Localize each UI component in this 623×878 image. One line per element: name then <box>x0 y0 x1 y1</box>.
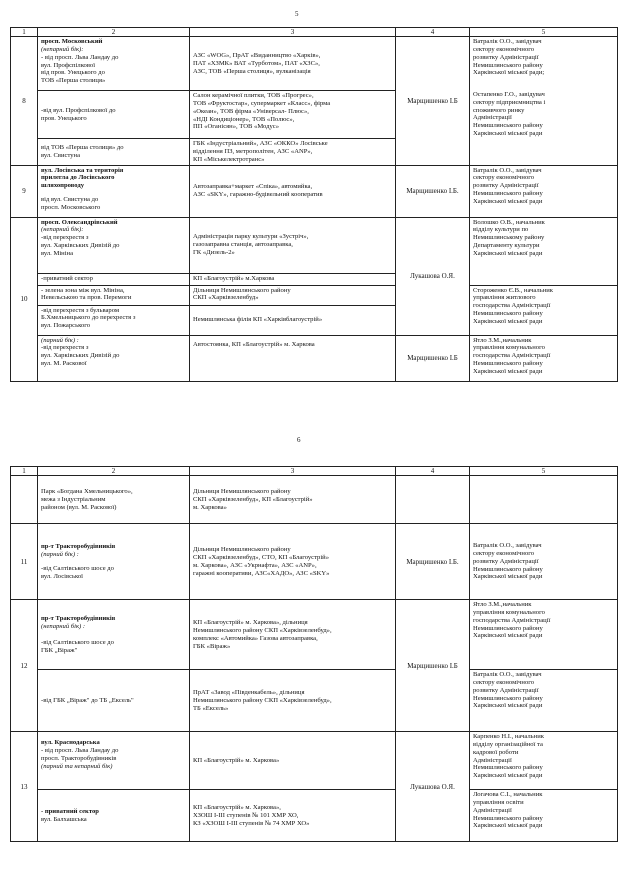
responsible-line: Ватралік О.О., завідувач <box>473 671 542 679</box>
street-line: Парк «Богдана Хмельницького», <box>41 488 133 496</box>
street-line: вул. Харківських Дивізій до <box>41 352 120 360</box>
street-cell <box>38 217 190 273</box>
street-line: ТОВ «Перша столиця» <box>41 77 106 85</box>
object-line: ПрАТ «Завод «Південкабель», дільниця <box>193 689 305 697</box>
row-number: 9 <box>11 165 38 217</box>
responsible-line: сектору підприємництва і <box>473 98 546 106</box>
street-line: -від перехрестя з <box>41 344 89 352</box>
table-row <box>11 165 618 217</box>
responsible-line: господарства Адміністрації <box>473 352 551 360</box>
responsible-cell <box>470 670 618 732</box>
object-line: Дільниця Немишлянського району <box>193 546 291 554</box>
col-header: 4 <box>396 28 470 37</box>
street-cell <box>38 524 190 600</box>
table-row <box>11 217 618 273</box>
street-line: вул. Балхашська <box>41 815 87 823</box>
street-line: -приватний сектор <box>41 274 93 282</box>
street-cell <box>38 37 190 91</box>
responsible-cell <box>470 600 618 670</box>
page-number-5: 5 <box>295 10 299 18</box>
responsible-line: Адміністрації <box>473 806 512 814</box>
table-header-row <box>11 28 618 37</box>
object-line: Дільниця Немишлянського району <box>193 286 291 294</box>
responsible-line: Ятло З.М.,начальник <box>473 601 532 609</box>
object-line: КП «Благоустрій» м. Харкова», <box>193 804 281 812</box>
responsible-line: Харківської міської ради <box>473 632 543 640</box>
col-header: 1 <box>11 467 38 476</box>
object-line: ПП «Оганісян», ТОВ «Модус» <box>193 123 280 131</box>
street-line: -від ГБК „Віраж" до ТБ „Ексель" <box>41 696 134 704</box>
objects-cell <box>190 285 396 305</box>
street-line: від вул. Свистуна до <box>41 195 99 203</box>
object-line: КП «Міськелектротранс» <box>193 155 265 163</box>
street-line: ГБК „Віраж" <box>41 646 78 654</box>
street-line: вул. Профспілкової <box>41 61 96 69</box>
table-page-6 <box>10 466 618 842</box>
responsible-line: Немишлянського району <box>473 309 543 317</box>
responsible-line: Карпенко Н.І., начальник <box>473 733 544 741</box>
street-line: -від вул. Профспілкової до <box>41 106 116 114</box>
responsible-line: відділу культури по <box>473 226 529 234</box>
responsible-line: Немишлянського району <box>473 359 543 367</box>
object-line: Немишлянська філія КП «Харківблагоустрій» <box>193 316 323 324</box>
object-line: АЗС «SKY», гаражно-будівельний кооператив <box>193 191 323 199</box>
responsible-line: Немишлянського району <box>473 624 543 632</box>
responsible-line: Харківської міської ради <box>473 772 543 780</box>
col-header: 2 <box>38 28 190 37</box>
objects-cell <box>190 37 396 91</box>
responsible-line: кадрової роботи <box>473 748 519 756</box>
object-line: газозаправна станція, автозаправка, <box>193 241 293 249</box>
street-line: межа з Індустріальним <box>41 495 106 503</box>
object-line: комплекс «Автомийка» Газова автозаправка, <box>193 634 318 642</box>
table-row <box>11 790 618 842</box>
object-line: СКП «Харківзеленбуд» <box>193 294 259 302</box>
object-line: АЗС «WOG», ПрАТ «Виданництво «Харків», <box>193 52 321 60</box>
street-line: - від просп. Льва Ландау до <box>41 53 119 61</box>
objects-cell <box>190 273 396 285</box>
street-line: вул. Пожарського <box>41 322 91 330</box>
object-line: ТОВ «Фруктостар», супермаркет «Класс», фірма <box>193 100 331 108</box>
object-line: Автостоянка, КП «Благоустрій» м. Харкова <box>193 340 315 348</box>
street-side: (непарний бік): <box>41 46 84 54</box>
street-line: вул. Мініна <box>41 249 73 257</box>
street-cell <box>38 335 190 381</box>
responsible-line: Немишлянського району <box>473 764 543 772</box>
street-cell <box>38 732 190 790</box>
object-line: Немишлянського району СКП «Харківзеленбуд», <box>193 626 332 634</box>
objects-cell <box>190 524 396 600</box>
street-cell <box>38 273 190 285</box>
street-line: вул. Свистуна <box>41 151 80 159</box>
objects-cell <box>190 732 396 790</box>
table-header-row <box>11 467 618 476</box>
row-number: 10 <box>11 217 38 381</box>
objects-cell <box>190 305 396 335</box>
street-cell <box>38 139 190 165</box>
responsible-line: Немишлянського району <box>473 122 543 130</box>
street-cell <box>38 91 190 139</box>
responsible-line: Харківської міської ради <box>473 197 543 205</box>
objects-cell <box>190 165 396 217</box>
objects-cell <box>190 790 396 842</box>
deputy-cell: Марщишенко І.Б <box>396 335 470 381</box>
street-side: (парний бік) : <box>41 550 79 558</box>
table-row <box>11 285 618 305</box>
street-line: - від просп. Льва Ландау до <box>41 747 119 755</box>
responsible-cell <box>470 285 618 335</box>
deputy-cell: Лукашова О.Я. <box>396 732 470 842</box>
object-line: Салон керамічної плитки, ТОВ «Прогрес», <box>193 92 314 100</box>
objects-cell <box>190 139 396 165</box>
street-line: вул. М. Раскової <box>41 359 87 367</box>
responsible-line: споживчого ринку <box>473 106 525 114</box>
responsible-line: управління житлового <box>473 294 536 302</box>
responsible-line: Департаменту культури <box>473 241 540 249</box>
deputy-cell: Марщишенко І.Б <box>396 37 470 165</box>
street-line: районом (вул. М. Раскової) <box>41 503 117 511</box>
object-line: КП «Благоустрій» м. Харкова» <box>193 756 280 764</box>
responsible-line: Адміністрації <box>473 756 512 764</box>
object-line: СКП «Харківзеленбуд», КП «Благоустрій» <box>193 495 313 503</box>
street-line: від ТОВ «Перша столиця» до <box>41 144 124 152</box>
responsible-line: Логачова С.І., начальник <box>473 791 543 799</box>
object-line: КЗ «ХЗОШ І-ІІІ ступенів № 74 ХМР ХО» <box>193 819 310 827</box>
object-line: Немишлянського району СКП «Харківзеленбуд», <box>193 696 332 704</box>
responsible-line: Харківської міської ради <box>473 129 543 137</box>
object-line: КП «Благоустрій» м. Харкова», дільниця <box>193 619 308 627</box>
responsible-line: відділу організаційної та <box>473 741 543 749</box>
col-header: 4 <box>396 467 470 476</box>
objects-cell <box>190 670 396 732</box>
object-line: ГБК «Індустріальний», АЗС «ОККО» Лосівське <box>193 140 328 148</box>
street-line: Невельською та пров. Перемоги <box>41 294 132 302</box>
responsible-line: Адміністрації <box>473 114 512 122</box>
table-row <box>11 600 618 670</box>
object-line: АЗС, ТОВ «Перша столиця», вулканізація <box>193 67 311 75</box>
street-line: просп. Московського <box>41 203 101 211</box>
street-name: просп. Олександрівський <box>41 218 118 226</box>
street-name: пр-т Тракторобудівників <box>41 543 116 551</box>
responsible-line: розвитку Адміністрації <box>473 686 539 694</box>
responsible-cell <box>470 524 618 600</box>
table-row <box>11 732 618 790</box>
object-line: м. Харкова» <box>193 503 227 511</box>
table-row <box>11 335 618 381</box>
street-name: вул. Лосівська та територія <box>41 166 124 174</box>
responsible-line: Ватралік О.О., завідувач <box>473 166 542 174</box>
street-line: - зелена зона між вул. Мініна, <box>41 286 125 294</box>
responsible-cell <box>470 335 618 381</box>
responsible-line: Ятло З.М.,начальник <box>473 336 532 344</box>
row-number: 13 <box>11 732 38 842</box>
street-line: -від Салтівського шосе до <box>41 564 114 572</box>
col-header: 3 <box>190 28 396 37</box>
street-cell <box>38 285 190 305</box>
object-line: ПАТ «ХЗМК» ВАТ «Турботом», ПАТ «ХЗС», <box>193 59 320 67</box>
street-line: вул. Харківських Дивізій до <box>41 241 120 249</box>
responsible-line: Харківської міської ради <box>473 367 543 375</box>
street-cell <box>38 670 190 732</box>
table-row <box>11 37 618 91</box>
street-line: Б.Хмельницького до перехрестя з <box>41 314 136 322</box>
street-cell <box>38 305 190 335</box>
street-name: шляхопроводу <box>41 182 85 190</box>
responsible-cell <box>470 217 618 285</box>
responsible-cell <box>470 37 618 165</box>
street-side: (непарний бік): <box>41 226 84 234</box>
responsible-line: Немишлянського району <box>473 694 543 702</box>
responsible-line: сектору економічного <box>473 679 535 687</box>
object-line: відділення ПЗ, метрополітен, АЗС «ANP», <box>193 148 313 156</box>
objects-cell <box>190 476 396 524</box>
responsible-line: розвитку Адміністрації <box>473 182 539 190</box>
table-row <box>11 670 618 732</box>
responsible-line: Харківської міської ради <box>473 702 543 710</box>
responsible-line: Остапенко Г.О., завідувач <box>473 91 545 99</box>
responsible-line: управління комунального <box>473 344 545 352</box>
object-line: Адміністрація парку культури «Зустріч», <box>193 233 309 241</box>
object-line: Дільниця Немишлянського району <box>193 488 291 496</box>
responsible-line: Харківської міської ради <box>473 317 543 325</box>
responsible-line: Немишлянського району <box>473 565 543 573</box>
street-line: пров. Унецького <box>41 114 87 122</box>
objects-cell <box>190 335 396 381</box>
object-line: гаражні кооперативи, АЗС«ХАДО», АЗС «SKY» <box>193 569 330 577</box>
object-line: «НДІ Кондиціонер», ТОВ «Полюс», <box>193 115 295 123</box>
table-row <box>11 476 618 524</box>
object-line: «Океан», ТОВ фірма «Універсал- Плюс», <box>193 107 309 115</box>
objects-cell <box>190 217 396 273</box>
street-line: -від перехрестя з <box>41 234 89 242</box>
responsible-cell <box>470 165 618 217</box>
col-header: 5 <box>470 28 618 37</box>
responsible-line: розвитку Адміністрації <box>473 557 539 565</box>
responsible-line: Стороженко Є.В., начальник <box>473 286 553 294</box>
object-line: ХЗОШ І-ІІІ ступенів № 101 ХМР ХО, <box>193 811 299 819</box>
street-name: - приватний сектор <box>41 807 99 815</box>
responsible-line: сектору економічного <box>473 550 535 558</box>
row-number: 8 <box>11 37 38 165</box>
street-line: вул. Лосівської <box>41 572 84 580</box>
deputy-cell: Марщишенко І.Б. <box>396 524 470 600</box>
street-name: пр-т Тракторобудівників <box>41 615 116 623</box>
deputy-cell: Лукашова О.Я. <box>396 217 470 335</box>
responsible-cell <box>470 790 618 842</box>
street-name: вул. Краснодарська <box>41 739 100 747</box>
responsible-line: Волошко О.В., начальник <box>473 218 545 226</box>
street-line: -від Салтівського шосе до <box>41 638 114 646</box>
row-number: 12 <box>11 600 38 732</box>
responsible-cell <box>470 476 618 524</box>
street-side: (парний бік) : <box>41 336 79 344</box>
responsible-line: Харківської міської ради <box>473 573 543 581</box>
street-cell <box>38 790 190 842</box>
responsible-line: розвитку Адміністрації <box>473 53 539 61</box>
object-line: ГБК «Віраж» <box>193 642 231 650</box>
responsible-line: Ватралік О.О., завідувач <box>473 38 542 46</box>
responsible-line: Харківської міської ради; <box>473 69 545 77</box>
responsible-line: управління освіти <box>473 799 524 807</box>
street-line: просп. Тракторобудівників <box>41 754 117 762</box>
deputy-cell: Марщишенко І.Б. <box>396 165 470 217</box>
object-line: Автозаправка+маркет «Спіка», автомийка, <box>193 183 313 191</box>
row-number: 11 <box>11 524 38 600</box>
col-header: 3 <box>190 467 396 476</box>
street-line: від пров. Унецького до <box>41 69 105 77</box>
street-cell <box>38 476 190 524</box>
responsible-line: господарства Адміністрації <box>473 302 551 310</box>
deputy-cell <box>396 476 470 524</box>
table-page-5 <box>10 27 618 382</box>
street-cell <box>38 600 190 670</box>
responsible-line: Немишлянського району <box>473 189 543 197</box>
col-header: 5 <box>470 467 618 476</box>
street-name: прилегла до Лосівського <box>41 174 115 182</box>
object-line: м. Харкова», АЗС «Укрнафта», АЗС «ANP», <box>193 561 317 569</box>
responsible-line: Ватралік О.О., завідувач <box>473 542 542 550</box>
col-header: 1 <box>11 28 38 37</box>
table-row <box>11 524 618 600</box>
object-line: ГК «Дизель-2» <box>193 248 235 256</box>
object-line: ТБ «Ексель» <box>193 704 229 712</box>
street-cell <box>38 165 190 217</box>
col-header: 2 <box>38 467 190 476</box>
responsible-line: сектору економічного <box>473 174 535 182</box>
responsible-line: Немишлянського району <box>473 814 543 822</box>
objects-cell <box>190 600 396 670</box>
row-number <box>11 476 38 524</box>
responsible-line: Немишлянському району <box>473 234 545 242</box>
object-line: КП «Благоустрій» м.Харкова <box>193 274 275 282</box>
responsible-line: господарства Адміністрації <box>473 616 551 624</box>
deputy-cell: Марщишенко І.Б <box>396 600 470 732</box>
street-name: просп. Московський <box>41 38 103 46</box>
street-side: (непарний бік) : <box>41 622 86 630</box>
responsible-line: сектору економічного <box>473 46 535 54</box>
street-side: (парний та непарний бік) <box>41 762 113 770</box>
responsible-line: Харківської міської ради <box>473 249 543 257</box>
responsible-cell <box>470 732 618 790</box>
responsible-line: Немишлянського району <box>473 61 543 69</box>
street-line: -від перехрестя з бульваром <box>41 306 120 314</box>
object-line: СКП «Харківзеленбуд», СТО, КП «Благоустрій» <box>193 553 329 561</box>
page-number-6: 6 <box>297 436 301 444</box>
objects-cell <box>190 91 396 139</box>
responsible-line: Харківської міської ради <box>473 822 543 830</box>
responsible-line: управління комунального <box>473 609 545 617</box>
